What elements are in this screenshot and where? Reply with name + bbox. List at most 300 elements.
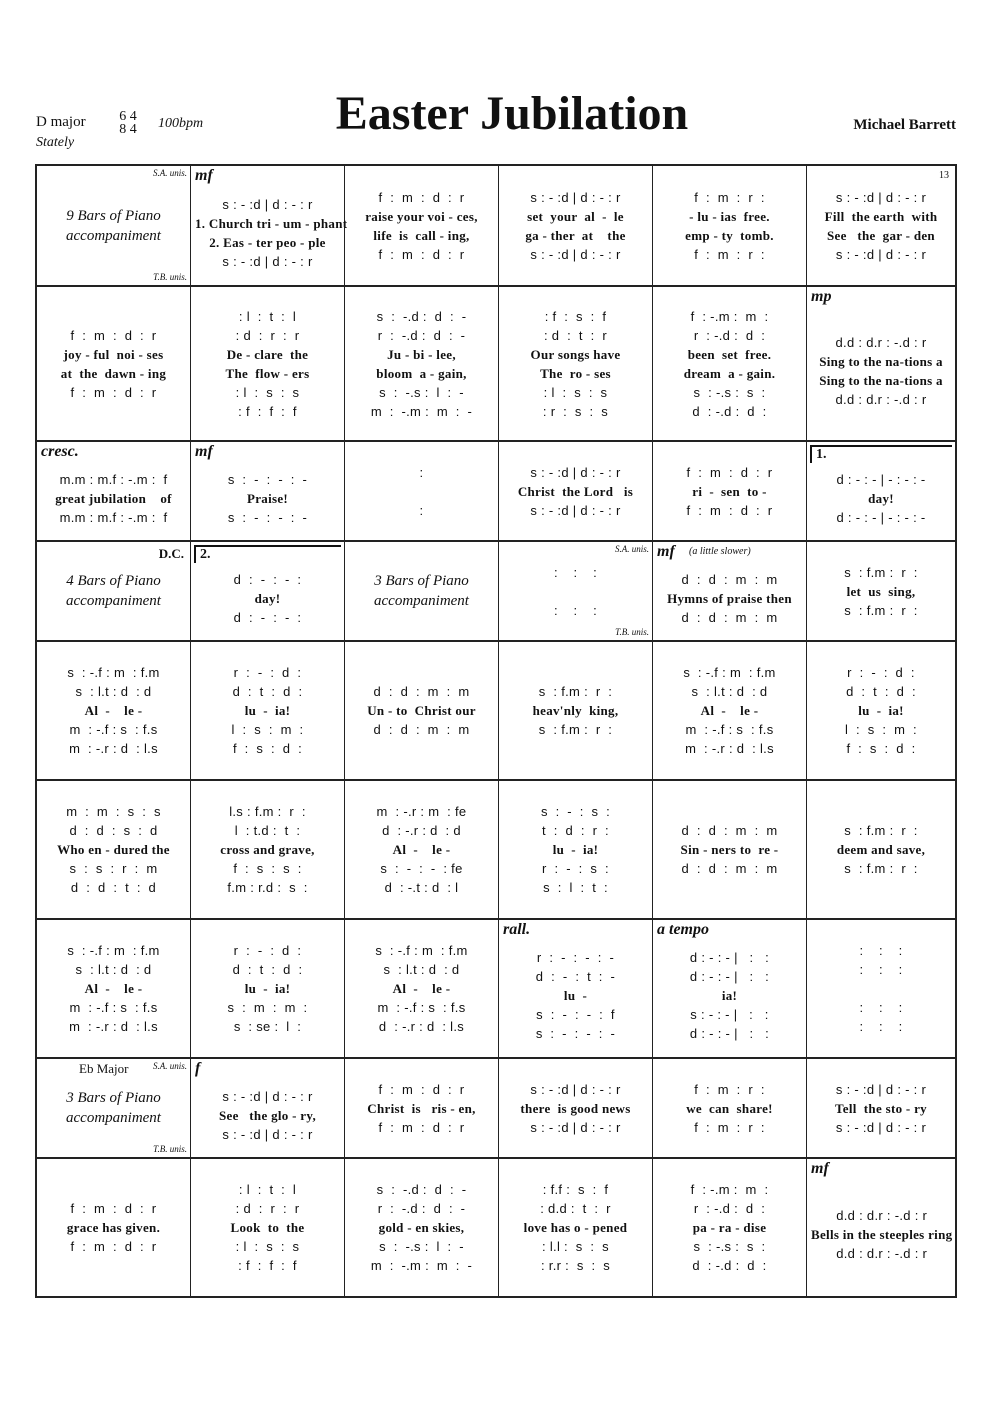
- solfa-line: s : f.m : r :: [538, 684, 613, 699]
- key-change-marking: Eb Major: [79, 1061, 129, 1076]
- lyric-line: day!: [254, 590, 281, 606]
- solfa-line: s : f.m : r :: [844, 861, 918, 876]
- lyric-line: Praise!: [246, 490, 289, 506]
- time-signature-top: 6 4: [119, 109, 137, 124]
- lyric-line: ga - ther at the: [525, 227, 626, 243]
- bar-cell: [37, 287, 191, 440]
- solfa-line: s : - : - : -: [227, 471, 308, 487]
- solfa-line: : d : r : r: [235, 327, 300, 343]
- solfa-line: s : - : - : -: [535, 1026, 616, 1041]
- dynamic-marking: f: [195, 1060, 201, 1077]
- system-7: [37, 918, 955, 1057]
- dynamic-marking: rall.: [503, 921, 531, 938]
- solfa-line: [811, 409, 951, 428]
- solfa-line: [349, 482, 494, 501]
- lyric-line: raise your voi - ces,: [365, 208, 478, 224]
- solfa-line: s : -.d : d : -: [376, 1182, 467, 1197]
- solfa-line: m : -.r : d : l.s: [685, 741, 774, 756]
- bar-cell: [37, 781, 191, 918]
- solfa-line: l.s : f.m : r :: [229, 804, 306, 819]
- lyric-line: grace has given.: [66, 1220, 161, 1235]
- solfa-line: : : :: [859, 1000, 903, 1015]
- solfa-line: s : -.d : d : -: [376, 308, 467, 324]
- dynamic-marking: mf: [811, 1160, 829, 1177]
- bar-cell: [807, 442, 955, 540]
- bar-cell: [345, 542, 499, 640]
- voice-note: S.A. unis.: [152, 168, 187, 178]
- bar-cell: [345, 642, 499, 779]
- accompaniment-note: accompaniment: [66, 227, 161, 244]
- solfa-line: s : - :d | d : - : r: [835, 1119, 927, 1135]
- solfa-line: s : -.s : l : -: [379, 1239, 464, 1254]
- solfa-line: t : d : r :: [542, 823, 609, 838]
- solfa-line: r : -.d : d : -: [377, 327, 466, 343]
- bar-cell: [37, 442, 191, 540]
- solfa-line: s : - :d | d : - : r: [835, 189, 927, 205]
- solfa-line: s : - : s :: [540, 804, 611, 819]
- solfa-line: : : :: [553, 564, 598, 580]
- solfa-line: r : -.d : d :: [693, 327, 766, 343]
- solfa-line: l : t.d : t :: [234, 823, 301, 838]
- solfa-line: s : -.s : l : -: [379, 384, 464, 400]
- bar-cell: [191, 1059, 345, 1157]
- bar-cell: [37, 1059, 191, 1157]
- solfa-line: f.m : r.d : s :: [227, 880, 308, 895]
- bar-cell: [499, 1059, 653, 1157]
- solfa-line: s : - :d | d : - : r: [835, 1081, 927, 1097]
- lyric-line: Al - le -: [392, 981, 451, 996]
- bar-cell: [37, 1159, 191, 1296]
- solfa-line: : f : s : f: [544, 308, 607, 324]
- lyric-line: Al - le -: [700, 703, 759, 718]
- bar-cell: [807, 542, 955, 640]
- solfa-line: s : l.t : d : d: [75, 962, 152, 977]
- bar-cell: [653, 781, 807, 918]
- key-signature: D major: [36, 114, 86, 130]
- solfa-line: r : -.d : d : -: [377, 1201, 466, 1216]
- dynamic-marking: mf: [657, 543, 675, 560]
- solfa-line: [503, 739, 648, 758]
- solfa-line: : l : s : s: [235, 1239, 300, 1254]
- system-6: [37, 779, 955, 918]
- solfa-line: s : l : t :: [543, 880, 608, 895]
- lyric-line: lu - ia!: [552, 842, 599, 857]
- solfa-line: r : - : d :: [233, 665, 302, 680]
- bar-cell: [807, 1159, 956, 1296]
- lyric-line: Al - le -: [84, 981, 143, 996]
- bar-cell: [499, 642, 653, 779]
- solfa-line: f : m : r :: [694, 1081, 765, 1097]
- solfa-line: r : - : s :: [542, 861, 609, 876]
- lyric-line: been set free.: [687, 346, 772, 362]
- bar-cell: [807, 781, 955, 918]
- solfa-line: : d : t : r: [543, 327, 607, 343]
- solfa-line: m : m : s : s: [66, 804, 161, 819]
- solfa-line: f : -.m : m :: [690, 1182, 769, 1197]
- lyric-line: Hymns of praise then: [667, 590, 792, 606]
- bar-cell: [191, 920, 345, 1057]
- solfa-line: m : -.f : s : f.s: [69, 722, 158, 737]
- solfa-line: s : -.f : m : f.m: [683, 665, 776, 680]
- bar-cell: [345, 1059, 499, 1157]
- bar-cell: [807, 642, 955, 779]
- solfa-line: d : - : - :: [233, 571, 302, 587]
- bar-cell: [37, 542, 191, 640]
- accompaniment-note: 3 Bars of Piano: [66, 1090, 161, 1106]
- dynamic-marking: a tempo: [657, 921, 709, 938]
- solfa-line: d : t : d :: [232, 962, 303, 977]
- lyric-line: cross and grave,: [220, 842, 315, 857]
- solfa-line: f : m : r :: [694, 1119, 765, 1135]
- page-title: Easter Jubilation: [335, 87, 689, 140]
- volta-number: 2.: [200, 547, 211, 562]
- lyric-line: pa - ra - dise: [692, 1220, 767, 1235]
- lyric-line: Christ the Lord is: [517, 483, 634, 499]
- accompaniment-note: 4 Bars of Piano: [66, 573, 161, 589]
- lyric-line: life is call - ing,: [373, 227, 470, 243]
- lyric-line: lu - ia!: [858, 703, 904, 718]
- lyric-line: joy - ful noi - ses: [63, 346, 164, 362]
- bar-cell: [345, 166, 499, 285]
- solfa-line: : l : s : s: [235, 384, 300, 400]
- bar-cell: [807, 287, 955, 440]
- lyric-line: 1. Church tri - um - phant: [195, 215, 348, 231]
- solfa-line: [811, 878, 951, 897]
- solfa-line: : l : s : s: [543, 384, 608, 400]
- solfa-line: d : t : d :: [232, 684, 303, 699]
- solfa-line: r : - : - : -: [536, 950, 615, 965]
- solfa-line: l : s : m :: [231, 722, 304, 737]
- bar-cell: [191, 442, 345, 540]
- bar-cell: [653, 1159, 807, 1296]
- lyric-line: at the dawn - ing: [60, 365, 167, 381]
- solfa-line: m : -.r : d : l.s: [69, 1019, 158, 1034]
- solfa-line: d : d : m : m: [373, 684, 470, 699]
- solfa-line: s : -.f : m : f.m: [67, 943, 160, 958]
- solfa-line: s : -.f : m : f.m: [67, 665, 160, 680]
- solfa-line: s : - : - : f: [536, 1007, 615, 1022]
- solfa-line: : d.d : t : r: [540, 1201, 611, 1216]
- volta-bracket: [810, 445, 952, 463]
- bar-cell: [191, 1159, 345, 1296]
- tempo-change-marking: (a little slower): [689, 546, 751, 557]
- bar-cell: [499, 166, 653, 285]
- lyric-line: deem and save,: [836, 842, 926, 857]
- bar-cell: [345, 781, 499, 918]
- system-9: [37, 1157, 955, 1296]
- solfa-line: : : :: [859, 943, 903, 958]
- solfa-line: s : - :d | d : - : r: [530, 1081, 621, 1097]
- solfa-line: s : - :d | d : - : r: [222, 1088, 313, 1104]
- bar-cell: [191, 542, 345, 640]
- lyric-line: Sing to the na-tions a: [819, 353, 943, 369]
- solfa-line: s : - :d | d : - : r: [530, 502, 621, 518]
- lyric-line: lu -: [563, 988, 588, 1003]
- voice-note: S.A. unis.: [152, 1061, 187, 1071]
- system-2: [37, 285, 955, 440]
- solfa-line: : f.f : s : f: [542, 1182, 609, 1197]
- solfa-line: s : f.m : r :: [844, 823, 918, 838]
- system-4: [37, 540, 955, 640]
- solfa-line: s : se : l :: [233, 1019, 302, 1034]
- solfa-line: d : d : s : d: [69, 823, 158, 838]
- solfa-line: m : -.r : d : l.s: [69, 741, 158, 756]
- bar-cell: [807, 166, 955, 285]
- solfa-line: d : d : m : m: [373, 722, 470, 737]
- solfa-line: s : - :d | d : - : r: [530, 189, 621, 205]
- bar-cell: [653, 1059, 807, 1157]
- solfa-line: m.m : m.f : -.m : f: [59, 509, 168, 525]
- solfa-line: f : m : d : r: [70, 327, 157, 343]
- lyric-line: emp - ty tomb.: [685, 227, 774, 243]
- lyric-line: there is good news: [520, 1100, 631, 1116]
- lyric-line: Al - le -: [84, 703, 143, 718]
- solfa-line: s : m : m :: [227, 1000, 308, 1015]
- bar-cell: [499, 1159, 653, 1296]
- solfa-line: [503, 663, 648, 682]
- bar-cell: [653, 166, 807, 285]
- solfa-line: r : - : d :: [233, 943, 302, 958]
- lyric-line: dream a - gain.: [683, 365, 776, 381]
- bar-cell: [653, 642, 807, 779]
- solfa-line: [811, 1263, 952, 1282]
- solfa-line: s : - :d | d : - : r: [222, 196, 313, 212]
- lyric-line: The ro - ses: [540, 365, 611, 381]
- lyric-line: Who en - dured the: [57, 842, 170, 857]
- solfa-line: d.d : d.r : -.d : r: [835, 334, 927, 350]
- lyric-line: Bells in the steeples ring: [811, 1227, 953, 1242]
- solfa-line: m : -.r : m : fe: [376, 804, 467, 819]
- bar-cell: [807, 920, 955, 1057]
- solfa-line: d : d : m : m: [681, 571, 778, 587]
- lyric-line: The flow - ers: [225, 365, 310, 381]
- solfa-line: : l : t : l: [238, 308, 297, 324]
- solfa-line: s : f.m : r :: [538, 722, 613, 737]
- solfa-line: : r.r : s : s: [540, 1258, 611, 1273]
- lyric-line: great jubilation of: [55, 490, 172, 506]
- solfa-line: f : m : d : r: [378, 1081, 465, 1097]
- solfa-line: [349, 663, 494, 682]
- voice-note: T.B. unis.: [153, 272, 187, 282]
- solfa-line: f : m : d : r: [70, 1201, 157, 1216]
- solfa-line: f : m : d : r: [378, 1119, 465, 1135]
- solfa-line: d : - : - | - : - : -: [836, 509, 926, 525]
- lyric-line: lu - ia!: [244, 703, 291, 718]
- lyric-line: 2. Eas - ter peo - ple: [209, 234, 326, 250]
- solfa-line: s : - :d | d : - : r: [530, 1119, 621, 1135]
- solfa-line: m.m : m.f : -.m : f: [59, 471, 168, 487]
- bar-cell: [345, 920, 499, 1057]
- volta-bracket: [194, 545, 341, 563]
- solfa-line: d.d : d.r : -.d : r: [835, 391, 927, 407]
- accompaniment-note: accompaniment: [66, 593, 161, 609]
- lyric-line: Ju - bi - lee,: [387, 346, 456, 362]
- lyric-line: heav'nly king,: [532, 703, 619, 718]
- lyric-line: Our songs have: [530, 346, 621, 362]
- system-5: [37, 640, 955, 779]
- system-1: [37, 166, 955, 285]
- bar-cell: [499, 287, 653, 440]
- solfa-line: d : - : - :: [233, 609, 302, 625]
- solfa-line: r : - : d :: [847, 665, 915, 680]
- solfa-line: f : s : d :: [846, 741, 916, 756]
- dynamic-marking: cresc.: [41, 443, 79, 460]
- solfa-line: s : - : - : fe: [380, 861, 463, 876]
- solfa-line: f : m : d : r: [70, 1239, 157, 1254]
- solfa-line: : f : f : f: [238, 403, 297, 419]
- solfa-line: s : l.t : d : d: [75, 684, 152, 699]
- bar-cell: [345, 287, 499, 440]
- lyric-line: Tell the sto - ry: [835, 1100, 927, 1116]
- bar-cell: [191, 166, 348, 285]
- solfa-line: f : m : d : r: [686, 464, 773, 480]
- lyric-line: Al - le -: [392, 842, 451, 857]
- bar-cell: [345, 1159, 499, 1296]
- solfa-line: [503, 582, 648, 601]
- bar-cell: [653, 442, 807, 540]
- solfa-line: [41, 402, 186, 421]
- lyric-line: Look to the: [230, 1220, 305, 1235]
- lyric-line: See the gar - den: [827, 227, 935, 243]
- lyric-line: day!: [868, 490, 894, 506]
- lyric-line: ia!: [721, 988, 738, 1003]
- lyric-line: See the glo - ry,: [218, 1107, 317, 1123]
- solfa-line: f : m : d : r: [70, 384, 157, 400]
- bar-cell: [37, 166, 191, 285]
- solfa-line: d.d : d.r : -.d : r: [836, 1246, 928, 1261]
- solfa-line: s : f.m : r :: [844, 602, 918, 618]
- solfa-line: s : - :d | d : - : r: [530, 464, 621, 480]
- lyric-line: Fill the earth with: [824, 208, 938, 224]
- lyric-line: De - clare the: [226, 346, 309, 362]
- solfa-line: s : -.s : s :: [693, 1239, 766, 1254]
- lyric-line: Sin - ners to re -: [680, 842, 779, 857]
- bar-cell: [499, 442, 653, 540]
- solfa-line: s : - :d | d : - : r: [530, 246, 621, 262]
- lyric-line: lu - ia!: [244, 981, 291, 996]
- solfa-line: [41, 1180, 186, 1199]
- solfa-line: d : - : - | : :: [689, 950, 770, 965]
- solfa-line: d : d : m : m: [681, 823, 778, 838]
- solfa-line: : r : s : s: [542, 403, 609, 419]
- solfa-line: f : m : r :: [694, 189, 765, 205]
- dynamic-marking: mp: [811, 288, 832, 305]
- system-3: [37, 440, 955, 540]
- bar-cell: [37, 920, 191, 1057]
- solfa-line: : : :: [859, 1019, 903, 1034]
- bar-cell: [345, 442, 499, 540]
- solfa-line: s : - :d | d : - : r: [222, 1126, 313, 1142]
- solfa-line: d : t : d :: [846, 684, 916, 699]
- solfa-line: [657, 802, 802, 821]
- bar-cell: [191, 781, 345, 918]
- voice-note: T.B. unis.: [615, 627, 649, 637]
- solfa-line: [41, 1256, 186, 1275]
- solfa-line: [811, 314, 951, 333]
- lyric-line: let us sing,: [846, 583, 916, 599]
- solfa-line: f : -.m : m :: [690, 308, 769, 324]
- composer-name: Michael Barrett: [853, 117, 956, 133]
- bpm-marking: 100bpm: [158, 116, 204, 131]
- solfa-line: : f : f : f: [238, 1258, 297, 1273]
- lyric-line: Un - to Christ our: [367, 703, 476, 718]
- solfa-line: d : -.d : d :: [692, 1258, 767, 1273]
- bar-cell: [653, 287, 807, 440]
- lyric-line: ri - sen to -: [692, 483, 767, 499]
- bar-cell: [191, 287, 345, 440]
- lyric-line: bloom a - gain,: [376, 365, 467, 381]
- solfa-line: : : :: [553, 602, 598, 618]
- solfa-line: f : s : s :: [233, 861, 302, 876]
- solfa-line: s : - : - : -: [227, 509, 308, 525]
- solfa-line: d : -.t : d : l: [384, 880, 459, 895]
- solfa-line: l : s : m :: [845, 722, 917, 737]
- dynamic-marking: mf: [195, 443, 213, 460]
- solfa-line: f : m : r :: [694, 246, 765, 262]
- lyric-line: gold - en skies,: [378, 1220, 465, 1235]
- solfa-line: s : l.t : d : d: [691, 684, 768, 699]
- bar-cell: [653, 542, 807, 640]
- solfa-line: d : -.d : d :: [692, 403, 767, 419]
- bar-cell: [807, 1059, 955, 1157]
- bar-cell: [499, 920, 653, 1057]
- solfa-line: f : s : d :: [232, 741, 303, 756]
- solfa-line: m : -.f : s : f.s: [377, 1000, 466, 1015]
- solfa-line: s : -.s : s :: [693, 384, 766, 400]
- tempo-marking: Stately: [36, 135, 75, 150]
- solfa-line: m : -.m : m : -: [370, 403, 473, 419]
- solfa-line: : l.l : s : s: [542, 1239, 609, 1254]
- da-capo-marking: D.C.: [158, 546, 184, 561]
- solfa-line: : l : t : l: [238, 1182, 297, 1197]
- accompaniment-note: accompaniment: [374, 593, 469, 609]
- solfa-line: d : -.r : d : d: [382, 823, 461, 838]
- solfa-line: [811, 802, 951, 821]
- system-8: [37, 1057, 955, 1157]
- solfa-line: : d : r : r: [235, 1201, 300, 1216]
- lyric-line: - lu - ias free.: [689, 208, 770, 224]
- solfa-line: d : - : - | : :: [689, 1026, 770, 1041]
- solfa-line: :: [419, 502, 424, 518]
- solfa-line: [41, 307, 186, 326]
- accompaniment-note: 3 Bars of Piano: [374, 573, 469, 589]
- solfa-line: d : d : m : m: [681, 609, 778, 625]
- solfa-line: m : -.f : s : f.s: [69, 1000, 158, 1015]
- solfa-line: d : -.r : d : l.s: [378, 1019, 465, 1034]
- lyric-line: love has o - pened: [523, 1220, 628, 1235]
- solfa-line: d : - : - | : :: [689, 969, 770, 984]
- solfa-line: s : - :d | d : - : r: [835, 246, 927, 262]
- bar-cell: [191, 642, 345, 779]
- bar-cell: [653, 920, 807, 1057]
- solfa-line: d : - : - | - : - : -: [836, 471, 926, 487]
- solfa-line: s : s : r : m: [69, 861, 158, 876]
- solfa-line: :: [419, 464, 424, 480]
- solfa-line: f : m : d : r: [378, 189, 465, 205]
- voice-note: T.B. unis.: [153, 1144, 187, 1154]
- solfa-line: r : -.d : d :: [693, 1201, 766, 1216]
- lyric-line: Christ is ris - en,: [367, 1100, 476, 1116]
- dynamic-marking: mf: [195, 167, 213, 184]
- solfa-line: [349, 739, 494, 758]
- solfa-line: d : d : t : d: [70, 880, 157, 895]
- score-grid: [35, 164, 957, 1298]
- solfa-line: [657, 878, 802, 897]
- volta-number: 1.: [816, 447, 827, 462]
- page-number: 13: [939, 170, 949, 181]
- solfa-line: [811, 1187, 952, 1206]
- solfa-line: s : - :d | d : - : r: [222, 253, 313, 269]
